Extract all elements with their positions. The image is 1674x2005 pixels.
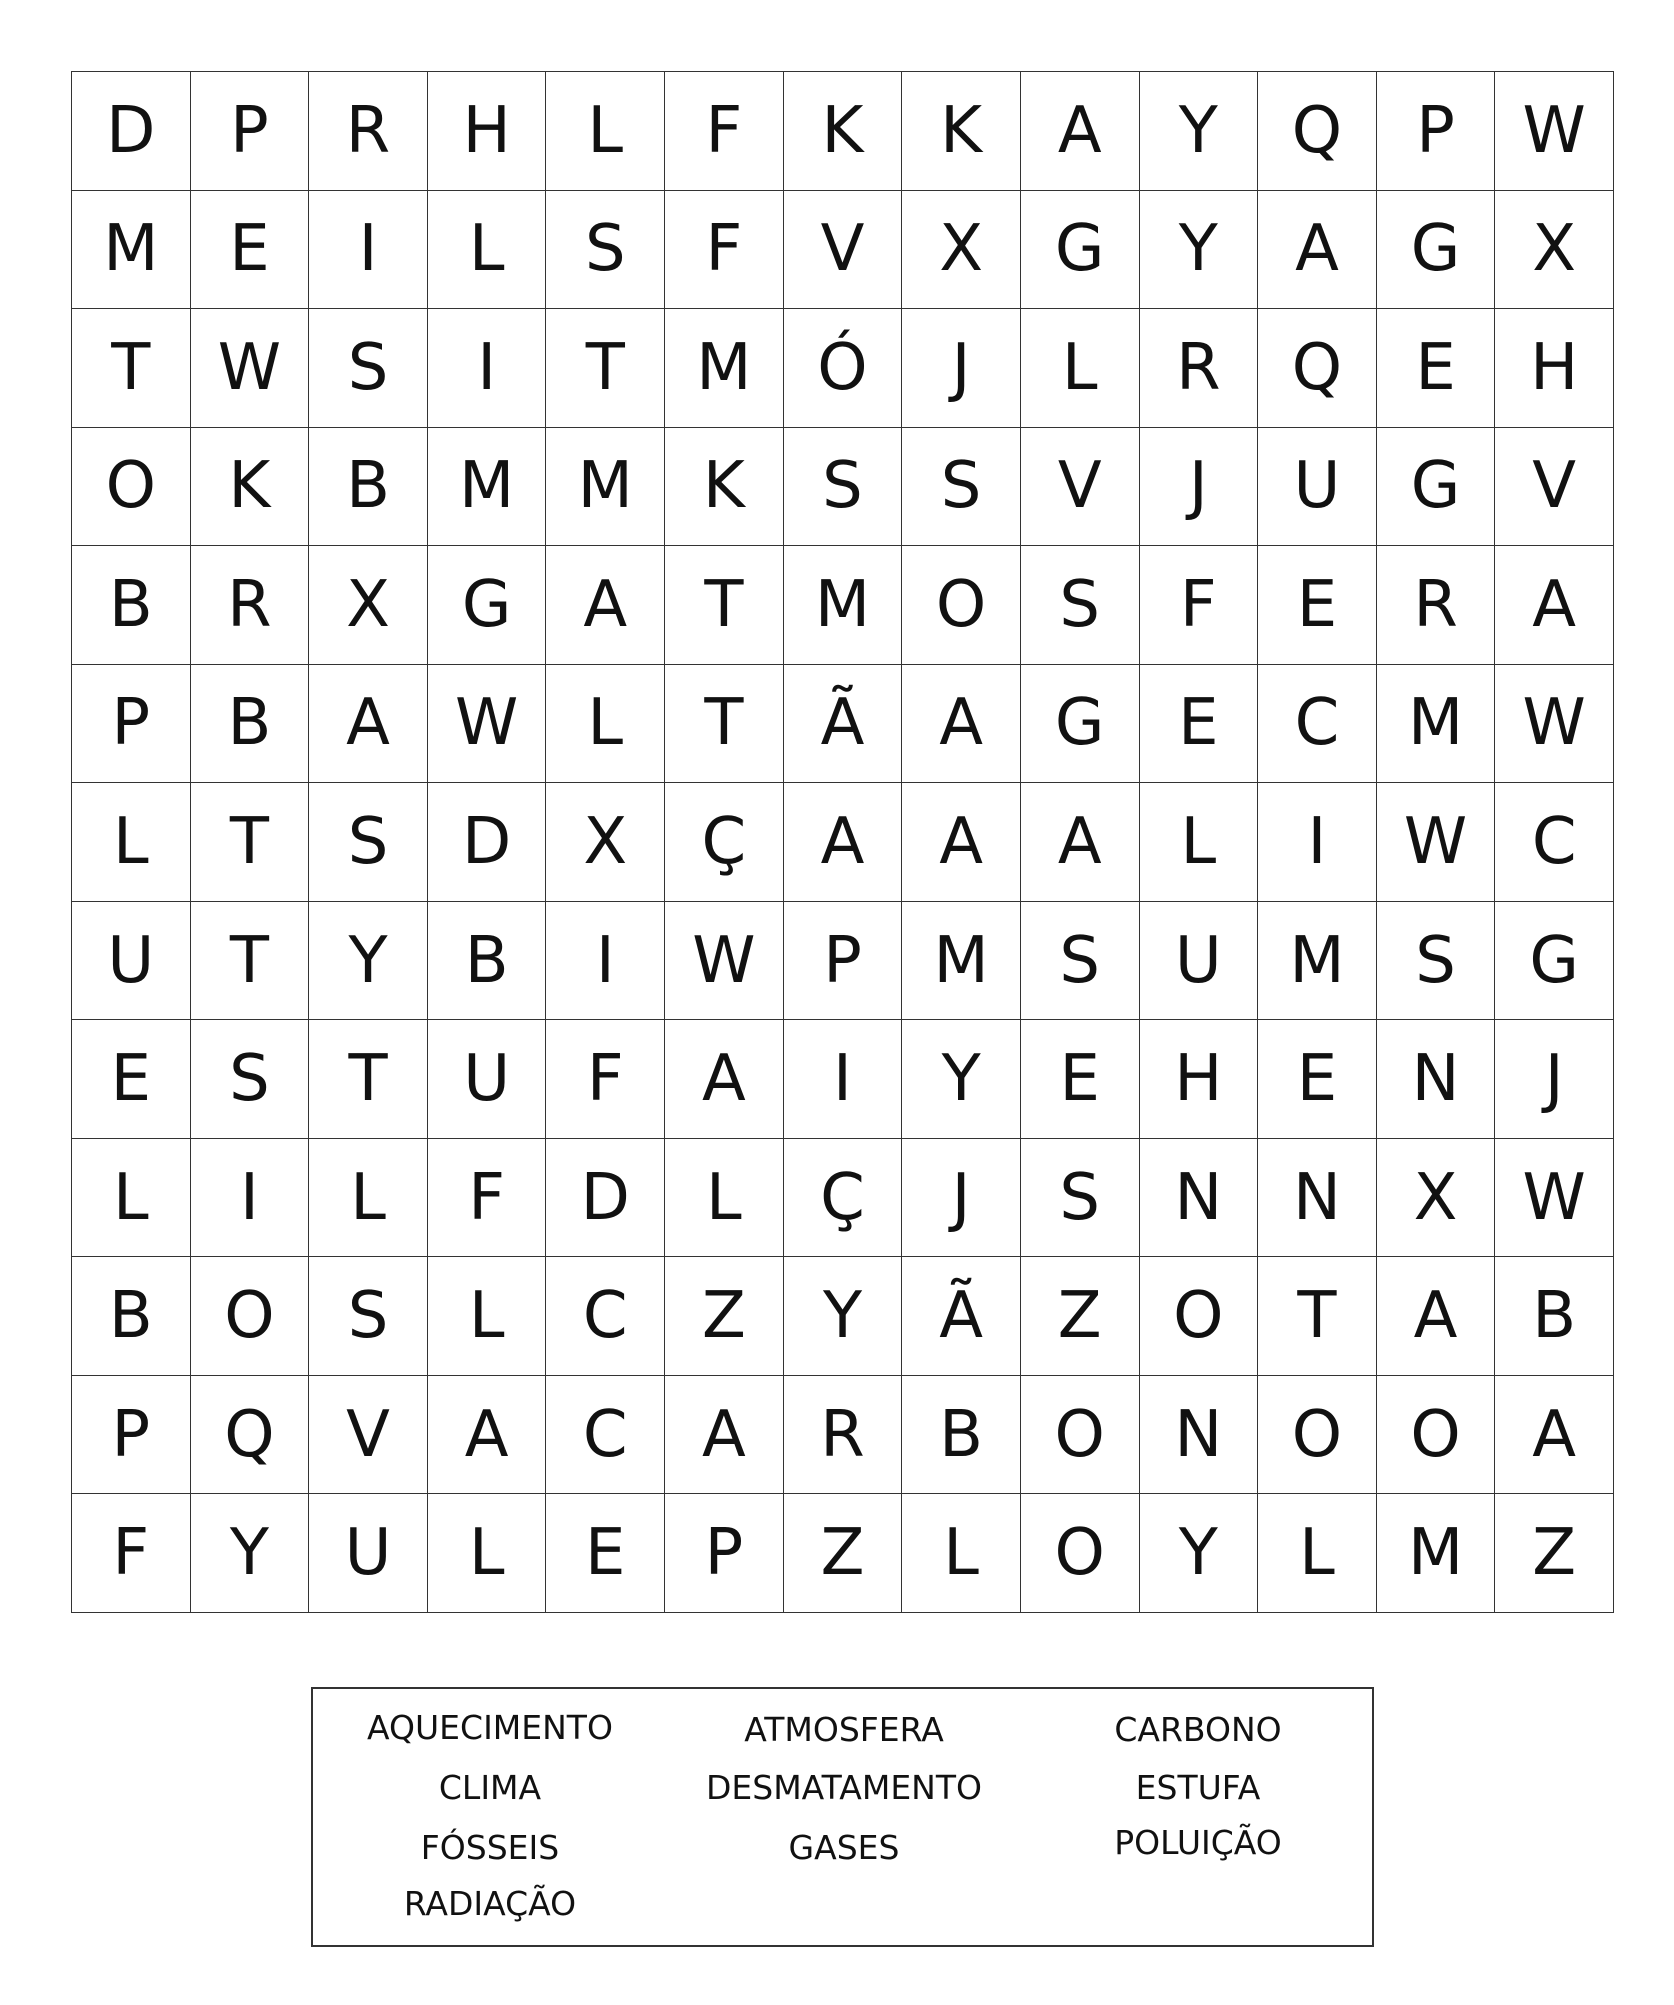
grid-cell[interactable]: T [72,309,191,428]
grid-cell[interactable]: D [72,72,191,191]
grid-cell[interactable]: K [902,72,1021,191]
grid-cell[interactable]: U [309,1494,428,1613]
grid-cell[interactable]: M [1258,902,1377,1021]
grid-cell[interactable]: E [1258,1020,1377,1139]
grid-cell[interactable]: S [902,428,1021,547]
word-list-item: CLIMA [438,1768,542,1807]
grid-cell[interactable]: R [191,546,310,665]
grid-cell[interactable]: A [902,783,1021,902]
letter-grid [71,71,1614,1613]
grid-cell[interactable]: L [1140,783,1259,902]
grid-cell[interactable]: U [1140,902,1259,1021]
grid-cell[interactable]: P [72,1376,191,1495]
grid-cell[interactable]: P [784,902,903,1021]
grid-cell[interactable]: I [309,191,428,310]
grid-cell[interactable]: O [902,546,1021,665]
grid-cell[interactable]: Y [309,902,428,1021]
grid-cell[interactable]: O [1140,1257,1259,1376]
grid-cell[interactable]: B [902,1376,1021,1495]
grid-cell[interactable]: Q [1258,309,1377,428]
grid-cell[interactable]: G [1377,428,1496,547]
grid-cell[interactable]: W [1377,783,1496,902]
grid-cell[interactable]: H [1495,309,1614,428]
grid-cell[interactable]: L [72,783,191,902]
grid-cell[interactable]: A [1495,1376,1614,1495]
grid-cell[interactable]: V [1495,428,1614,547]
grid-cell[interactable]: A [309,665,428,784]
grid-cell[interactable]: W [1495,665,1614,784]
grid-cell[interactable]: X [1495,191,1614,310]
grid-cell[interactable]: S [1021,1139,1140,1258]
grid-cell[interactable]: X [902,191,1021,310]
grid-cell[interactable]: U [428,1020,547,1139]
grid-cell[interactable]: N [1377,1020,1496,1139]
grid-cell[interactable]: Ó [784,309,903,428]
grid-cell[interactable]: N [1140,1376,1259,1495]
grid-cell[interactable]: P [191,72,310,191]
grid-cell[interactable]: B [72,1257,191,1376]
grid-cell[interactable]: O [1258,1376,1377,1495]
grid-cell[interactable]: M [902,902,1021,1021]
grid-cell[interactable]: A [902,665,1021,784]
word-list-item: FÓSSEIS [420,1828,560,1867]
grid-cell[interactable]: X [546,783,665,902]
grid-cell[interactable]: A [665,1020,784,1139]
grid-cell[interactable]: M [665,309,784,428]
grid-cell[interactable]: F [665,191,784,310]
grid-cell[interactable]: Y [1140,72,1259,191]
grid-cell[interactable]: J [1140,428,1259,547]
grid-cell[interactable]: Q [191,1376,310,1495]
grid-cell[interactable]: L [1021,309,1140,428]
grid-cell[interactable]: U [1258,428,1377,547]
grid-cell[interactable]: Z [784,1494,903,1613]
grid-cell[interactable]: L [428,191,547,310]
grid-cell[interactable]: G [1377,191,1496,310]
grid-cell[interactable]: L [428,1494,547,1613]
grid-cell[interactable]: W [665,902,784,1021]
grid-cell[interactable]: C [546,1257,665,1376]
grid-cell[interactable]: Y [191,1494,310,1613]
grid-cell[interactable]: F [546,1020,665,1139]
grid-cell[interactable]: N [1258,1139,1377,1258]
grid-cell[interactable]: U [72,902,191,1021]
grid-cell[interactable]: G [1021,191,1140,310]
grid-cell[interactable]: S [309,783,428,902]
grid-cell[interactable]: S [1021,902,1140,1021]
grid-cell[interactable]: A [1021,72,1140,191]
grid-cell[interactable]: T [665,546,784,665]
grid-cell[interactable]: P [665,1494,784,1613]
grid-cell[interactable]: J [1495,1020,1614,1139]
grid-cell[interactable]: P [72,665,191,784]
word-list-item: ATMOSFERA [744,1710,944,1749]
grid-cell[interactable]: Z [665,1257,784,1376]
grid-cell[interactable]: T [665,665,784,784]
grid-cell[interactable]: L [428,1257,547,1376]
grid-cell[interactable]: M [1377,665,1496,784]
grid-cell[interactable]: C [1495,783,1614,902]
grid-cell[interactable]: C [1258,665,1377,784]
grid-cell[interactable]: A [1258,191,1377,310]
grid-cell[interactable]: O [1377,1376,1496,1495]
grid-cell[interactable]: K [784,72,903,191]
grid-cell[interactable]: E [1021,1020,1140,1139]
grid-cell[interactable]: A [546,546,665,665]
grid-cell[interactable]: L [1258,1494,1377,1613]
grid-cell[interactable]: Q [1258,72,1377,191]
grid-cell[interactable]: H [1140,1020,1259,1139]
grid-cell[interactable]: E [191,191,310,310]
grid-cell[interactable]: I [784,1020,903,1139]
grid-cell[interactable]: M [1377,1494,1496,1613]
grid-cell[interactable]: I [1258,783,1377,902]
grid-cell[interactable]: B [309,428,428,547]
grid-cell[interactable]: A [665,1376,784,1495]
grid-cell[interactable]: K [191,428,310,547]
grid-cell[interactable]: L [72,1139,191,1258]
grid-cell[interactable]: R [784,1376,903,1495]
grid-cell[interactable]: R [1377,546,1496,665]
grid-cell[interactable]: E [546,1494,665,1613]
grid-cell[interactable]: A [784,783,903,902]
grid-cell[interactable]: A [1377,1257,1496,1376]
grid-cell[interactable]: M [784,546,903,665]
grid-cell[interactable]: L [309,1139,428,1258]
grid-cell[interactable]: Ç [784,1139,903,1258]
grid-cell[interactable]: T [1258,1257,1377,1376]
grid-cell[interactable]: W [191,309,310,428]
grid-cell[interactable]: C [546,1376,665,1495]
grid-cell[interactable]: E [1258,546,1377,665]
word-list-item: GASES [788,1828,900,1867]
grid-cell[interactable]: Ã [784,665,903,784]
grid-cell[interactable]: I [191,1139,310,1258]
grid-cell[interactable]: E [72,1020,191,1139]
word-list-item: POLUIÇÃO [1114,1823,1282,1862]
grid-cell[interactable]: B [191,665,310,784]
word-list-item: DESMATAMENTO [705,1768,982,1807]
grid-cell[interactable]: B [72,546,191,665]
grid-cell[interactable]: F [1140,546,1259,665]
grid-cell[interactable]: E [1140,665,1259,784]
grid-cell[interactable]: S [309,309,428,428]
grid-cell[interactable]: I [428,309,547,428]
grid-cell[interactable]: F [665,72,784,191]
grid-cell[interactable]: A [1021,783,1140,902]
grid-cell[interactable]: R [1140,309,1259,428]
grid-cell[interactable]: W [1495,1139,1614,1258]
word-list [311,1687,1374,1947]
grid-cell[interactable]: A [428,1376,547,1495]
word-list-item: ESTUFA [1135,1768,1261,1807]
grid-cell[interactable]: Y [1140,191,1259,310]
grid-cell[interactable]: T [309,1020,428,1139]
grid-cell[interactable]: S [1377,902,1496,1021]
grid-cell[interactable]: T [191,783,310,902]
grid-cell[interactable]: J [902,1139,1021,1258]
grid-cell[interactable]: T [191,902,310,1021]
grid-cell[interactable]: G [1495,902,1614,1021]
grid-cell[interactable]: Z [1021,1257,1140,1376]
grid-cell[interactable]: Z [1495,1494,1614,1613]
grid-cell[interactable]: R [309,72,428,191]
grid-cell[interactable]: X [1377,1139,1496,1258]
grid-cell[interactable]: I [546,902,665,1021]
grid-cell[interactable]: G [1021,665,1140,784]
grid-cell[interactable]: W [428,665,547,784]
grid-cell[interactable]: N [1140,1139,1259,1258]
grid-cell[interactable]: Y [784,1257,903,1376]
grid-cell[interactable]: F [428,1139,547,1258]
grid-cell[interactable]: D [546,1139,665,1258]
grid-cell[interactable]: O [72,428,191,547]
grid-cell[interactable]: M [428,428,547,547]
grid-cell[interactable]: G [428,546,547,665]
word-list-item: AQUECIMENTO [367,1708,613,1747]
grid-cell[interactable]: E [1377,309,1496,428]
word-list-item: RADIAÇÃO [403,1884,577,1923]
grid-cell[interactable]: O [1021,1494,1140,1613]
grid-cell[interactable]: V [1021,428,1140,547]
grid-cell[interactable]: P [1377,72,1496,191]
grid-cell[interactable]: M [72,191,191,310]
grid-cell[interactable]: M [546,428,665,547]
grid-cell[interactable]: B [1495,1257,1614,1376]
grid-cell[interactable]: Ã [902,1257,1021,1376]
grid-cell[interactable]: T [546,309,665,428]
grid-cell[interactable]: J [902,309,1021,428]
grid-cell[interactable]: Y [1140,1494,1259,1613]
grid-cell[interactable]: S [1021,546,1140,665]
grid-cell[interactable]: X [309,546,428,665]
grid-cell[interactable]: A [1495,546,1614,665]
grid-cell[interactable]: S [191,1020,310,1139]
grid-cell[interactable]: L [665,1139,784,1258]
grid-cell[interactable]: S [546,191,665,310]
grid-cell[interactable]: O [191,1257,310,1376]
grid-cell[interactable]: L [546,665,665,784]
grid-cell[interactable]: V [784,191,903,310]
grid-cell[interactable]: L [902,1494,1021,1613]
grid-cell[interactable]: V [309,1376,428,1495]
grid-cell[interactable]: W [1495,72,1614,191]
grid-cell[interactable]: S [784,428,903,547]
grid-cell[interactable]: O [1021,1376,1140,1495]
grid-cell[interactable]: F [72,1494,191,1613]
grid-cell[interactable]: Ç [665,783,784,902]
grid-cell[interactable]: S [309,1257,428,1376]
grid-cell[interactable]: D [428,783,547,902]
grid-cell[interactable]: K [665,428,784,547]
grid-cell[interactable]: H [428,72,547,191]
grid-cell[interactable]: L [546,72,665,191]
word-list-item: CARBONO [1114,1710,1282,1749]
grid-cell[interactable]: Y [902,1020,1021,1139]
grid-cell[interactable]: B [428,902,547,1021]
